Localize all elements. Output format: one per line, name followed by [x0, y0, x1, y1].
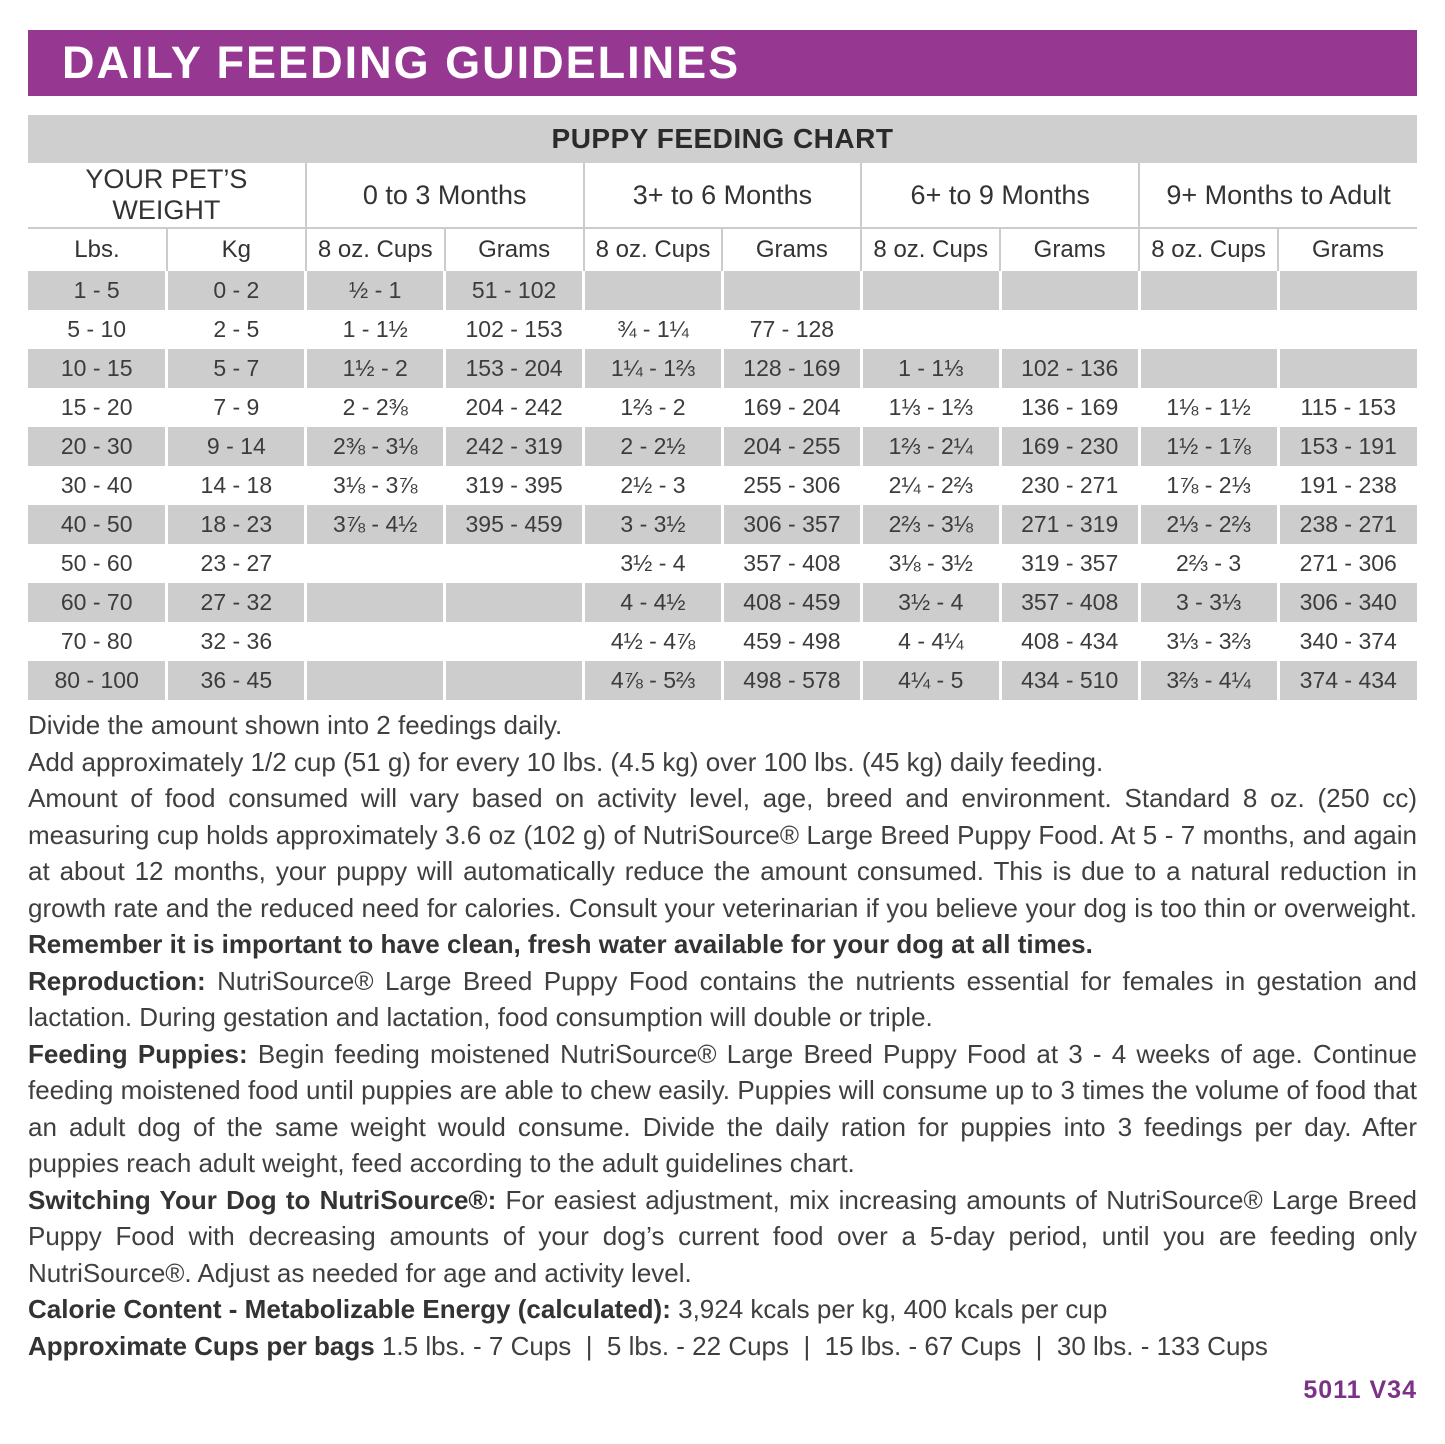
- table-cell: ¾ - 1¼: [584, 310, 723, 349]
- table-cell: 1½ - 2: [306, 349, 445, 388]
- note-paragraph: [28, 1182, 1417, 1292]
- table-cell: 1⅓ - 1⅔: [861, 388, 1000, 427]
- note-bold-text: Reproduction:: [28, 965, 218, 996]
- table-cell: 128 - 169: [722, 349, 861, 388]
- table-cell: 1½ - 1⅞: [1139, 427, 1278, 466]
- table-cell: 18 - 23: [167, 505, 306, 544]
- table-cell: 23 - 27: [167, 544, 306, 583]
- col-group-pet-weight: YOUR PET’S WEIGHT: [28, 163, 306, 228]
- table-cell: 3⅛ - 3⅞: [306, 466, 445, 505]
- table-cell: 169 - 204: [722, 388, 861, 427]
- table-cell: 1⅔ - 2: [584, 388, 723, 427]
- table-cell: [445, 622, 584, 661]
- table-cell: [306, 661, 445, 700]
- col-group-9-months-adult: 9+ Months to Adult: [1139, 163, 1417, 228]
- table-cell: 169 - 230: [1000, 427, 1139, 466]
- table-cell: [306, 622, 445, 661]
- table-cell: 434 - 510: [1000, 661, 1139, 700]
- col-header-cups-0-3: 8 oz. Cups: [306, 228, 445, 271]
- table-cell: 153 - 204: [445, 349, 584, 388]
- table-cell: [1278, 349, 1417, 388]
- table-cell: 2⅓ - 2⅔: [1139, 505, 1278, 544]
- note-bold-text: Switching Your Dog to NutriSource®:: [28, 1184, 506, 1215]
- table-cell: 1⅞ - 2⅓: [1139, 466, 1278, 505]
- table-cell: 191 - 238: [1278, 466, 1417, 505]
- col-header-grams-9-adult: Grams: [1278, 228, 1417, 271]
- chart-title: PUPPY FEEDING CHART: [551, 123, 894, 154]
- table-cell: [445, 661, 584, 700]
- table-cell: 5 - 10: [67, 316, 127, 342]
- col-header-grams-0-3: Grams: [445, 228, 584, 271]
- table-cell: 306 - 340: [1278, 583, 1417, 622]
- table-cell: 271 - 319: [1000, 505, 1139, 544]
- table-cell: 40 - 50: [60, 511, 133, 537]
- table-cell: 7 - 9: [167, 388, 306, 427]
- table-cell: 20 - 30: [60, 433, 133, 459]
- col-group-0-3-months: 0 to 3 Months: [306, 163, 584, 228]
- table-cell: 3½ - 4: [584, 544, 723, 583]
- col-header-grams-6-9: Grams: [1000, 228, 1139, 271]
- col-header-cups-6-9: 8 oz. Cups: [861, 228, 1000, 271]
- table-cell: 2 - 2⅜: [306, 388, 445, 427]
- note-paragraph: [28, 963, 1417, 1036]
- table-cell: [722, 271, 861, 310]
- table-cell: 4¼ - 5: [861, 661, 1000, 700]
- table-cell: 153 - 191: [1278, 427, 1417, 466]
- note-text: For easiest adjustment, mix increasing amounts of NutriSource® Large Breed Puppy Food with decreasing amounts of your dog’s current food over a 5-day period, until you are feeding only NutriSource®. Adjust as needed for age and activity level.: [28, 1184, 1417, 1288]
- note-bold-text: Approximate Cups per bags: [28, 1330, 382, 1361]
- table-cell: 238 - 271: [1278, 505, 1417, 544]
- table-cell: 1 - 1⅓: [861, 349, 1000, 388]
- table-row: [28, 271, 1417, 310]
- table-cell: 3⅛ - 3½: [861, 544, 1000, 583]
- table-cell: ½ - 1: [306, 271, 445, 310]
- table-cell: 357 - 408: [722, 544, 861, 583]
- table-cell: 77 - 128: [722, 310, 861, 349]
- puppy-feeding-table: [28, 163, 1417, 700]
- table-cell: 1 - 1½: [306, 310, 445, 349]
- table-cell: 4⅞ - 5⅔: [584, 661, 723, 700]
- col-header-lbs: Lbs.: [28, 228, 167, 271]
- table-cell: 271 - 306: [1278, 544, 1417, 583]
- col-header-cups-9-adult: 8 oz. Cups: [1139, 228, 1278, 271]
- table-cell: 242 - 319: [445, 427, 584, 466]
- table-cell: 115 - 153: [1278, 388, 1417, 427]
- group-header-row: [28, 163, 1417, 228]
- table-cell: 3⅔ - 4¼: [1139, 661, 1278, 700]
- table-cell: 50 - 60: [60, 550, 133, 576]
- table-cell: 230 - 271: [1000, 466, 1139, 505]
- table-cell: [584, 271, 723, 310]
- table-cell: 204 - 242: [445, 388, 584, 427]
- table-cell: 319 - 395: [445, 466, 584, 505]
- table-cell: 319 - 357: [1000, 544, 1139, 583]
- table-cell: 408 - 459: [722, 583, 861, 622]
- table-cell: [1000, 271, 1139, 310]
- table-cell: 204 - 255: [722, 427, 861, 466]
- footer: [28, 1376, 1417, 1405]
- table-cell: 0 - 2: [167, 271, 306, 310]
- col-header-grams-3-6: Grams: [722, 228, 861, 271]
- table-cell: 60 - 70: [60, 589, 133, 615]
- table-cell: 4½ - 4⅞: [584, 622, 723, 661]
- table-cell: 395 - 459: [445, 505, 584, 544]
- table-cell: 3 - 3½: [584, 505, 723, 544]
- note-paragraph: [28, 707, 1417, 744]
- table-cell: 1¼ - 1⅔: [584, 349, 723, 388]
- table-row: [28, 583, 1417, 622]
- daily-feeding-guidelines-banner: [28, 30, 1417, 96]
- table-cell: 102 - 153: [445, 310, 584, 349]
- table-row: [28, 466, 1417, 505]
- note-text: Add approximately 1/2 cup (51 g) for every 10 lbs. (4.5 kg) over 100 lbs. (45 kg) daily feeding.: [28, 746, 1104, 777]
- table-cell: 2⅔ - 3⅛: [861, 505, 1000, 544]
- table-row: [28, 388, 1417, 427]
- note-bold-text: Calorie Content - Metabolizable Energy (calculated):: [28, 1294, 679, 1324]
- note-bold-text: Remember it is important to have clean, fresh water available for your dog at all times.: [28, 929, 1093, 959]
- table-row: [28, 310, 1417, 349]
- table-cell: 2 - 5: [167, 310, 306, 349]
- table-cell: 32 - 36: [167, 622, 306, 661]
- table-cell: [1139, 349, 1278, 388]
- table-cell: 136 - 169: [1000, 388, 1139, 427]
- table-cell: [306, 583, 445, 622]
- note-paragraph: [28, 1328, 1417, 1365]
- table-cell: 9 - 14: [167, 427, 306, 466]
- table-row: [28, 427, 1417, 466]
- table-cell: 459 - 498: [722, 622, 861, 661]
- feeding-table-body: [28, 271, 1417, 700]
- table-cell: [1278, 310, 1417, 349]
- col-header-cups-3-6: 8 oz. Cups: [584, 228, 723, 271]
- table-cell: 27 - 32: [167, 583, 306, 622]
- table-cell: 70 - 80: [60, 628, 133, 654]
- note-text: Begin feeding moistened NutriSource® Large Breed Puppy Food at 3 - 4 weeks of age. Continue feeding moistened food until puppies are able to chew easily. Puppies will consume up to 3 times the volume of food that an adult dog of the same weight would consume. Divide the daily ration for puppies into 3 feedings per day. After puppies reach adult weight, feed according to the adult guidelines chart.: [28, 1038, 1417, 1178]
- table-cell: [445, 544, 584, 583]
- table-cell: 408 - 434: [1000, 622, 1139, 661]
- table-cell: [1139, 310, 1278, 349]
- table-cell: 3½ - 4: [861, 583, 1000, 622]
- table-cell: [306, 544, 445, 583]
- table-cell: 2⅔ - 3: [1139, 544, 1278, 583]
- col-group-3-6-months: 3+ to 6 Months: [584, 163, 862, 228]
- page-title: DAILY FEEDING GUIDELINES: [62, 37, 741, 88]
- note-paragraph: [28, 1036, 1417, 1182]
- table-cell: 51 - 102: [445, 271, 584, 310]
- table-row: [28, 505, 1417, 544]
- note-paragraph: [28, 744, 1417, 781]
- table-cell: [1278, 271, 1417, 310]
- table-cell: 10 - 15: [60, 355, 133, 381]
- table-cell: 1 - 5: [73, 277, 120, 303]
- table-cell: 306 - 357: [722, 505, 861, 544]
- table-cell: 3⅓ - 3⅔: [1139, 622, 1278, 661]
- table-cell: 4 - 4¼: [861, 622, 1000, 661]
- col-header-kg: Kg: [167, 228, 306, 271]
- table-cell: 357 - 408: [1000, 583, 1139, 622]
- table-cell: 2 - 2½: [584, 427, 723, 466]
- table-row: [28, 544, 1417, 583]
- note-paragraph: [28, 1291, 1417, 1328]
- table-cell: 1⅔ - 2¼: [861, 427, 1000, 466]
- table-cell: 5 - 7: [167, 349, 306, 388]
- table-cell: 36 - 45: [167, 661, 306, 700]
- note-text: 3,924 kcals per kg, 400 kcals per cup: [678, 1294, 1108, 1324]
- note-text: NutriSource® Large Breed Puppy Food contains the nutrients essential for females in gestation and lactation. During gestation and lactation, food consumption will double or triple.: [28, 965, 1417, 1032]
- table-cell: 340 - 374: [1278, 622, 1417, 661]
- table-row: [28, 349, 1417, 388]
- table-row: [28, 622, 1417, 661]
- feeding-table-head: [28, 163, 1417, 271]
- table-cell: 374 - 434: [1278, 661, 1417, 700]
- table-cell: [1139, 271, 1278, 310]
- table-cell: 4 - 4½: [584, 583, 723, 622]
- table-cell: 255 - 306: [722, 466, 861, 505]
- table-row: [28, 661, 1417, 700]
- footer-code: 5011 V34: [1303, 1376, 1417, 1404]
- table-cell: 3⅞ - 4½: [306, 505, 445, 544]
- col-group-6-9-months: 6+ to 9 Months: [861, 163, 1139, 228]
- table-cell: [445, 583, 584, 622]
- note-bold-text: Feeding Puppies:: [28, 1038, 258, 1069]
- table-cell: [1000, 310, 1139, 349]
- table-cell: 102 - 136: [1000, 349, 1139, 388]
- table-cell: 15 - 20: [60, 394, 133, 420]
- table-cell: 498 - 578: [722, 661, 861, 700]
- table-cell: 2½ - 3: [584, 466, 723, 505]
- table-cell: 14 - 18: [167, 466, 306, 505]
- puppy-feeding-chart-title-bar: [28, 115, 1417, 163]
- note-text: Amount of food consumed will vary based on activity level, age, breed and environment. Standard 8 oz. (250 cc) measuring cup holds approximately 3.6 oz (102 g) of NutriSource® Large Breed Puppy Food. At 5 - 7 months, and again at about 12 months, your puppy will automatically reduce the amount consumed. This is due to a natural reduction in growth rate and the reduced need for calories. Consult your veterinarian if you believe your dog is too thin or overweight.: [28, 783, 1417, 923]
- table-cell: 30 - 40: [60, 472, 133, 498]
- note-text: Divide the amount shown into 2 feedings daily.: [28, 710, 563, 740]
- note-text: 1.5 lbs. - 7 Cups | 5 lbs. - 22 Cups | 15 lbs. - 67 Cups | 30 lbs. - 133 Cups: [381, 1330, 1268, 1361]
- table-cell: [861, 271, 1000, 310]
- sub-header-row: [28, 228, 1417, 271]
- table-cell: 1⅛ - 1½: [1139, 388, 1278, 427]
- table-cell: [861, 310, 1000, 349]
- table-cell: 3 - 3⅓: [1139, 583, 1278, 622]
- table-cell: 2⅜ - 3⅛: [306, 427, 445, 466]
- table-cell: 2¼ - 2⅔: [861, 466, 1000, 505]
- table-cell: 80 - 100: [54, 667, 139, 693]
- notes: [28, 707, 1417, 1364]
- note-paragraph: [28, 780, 1417, 963]
